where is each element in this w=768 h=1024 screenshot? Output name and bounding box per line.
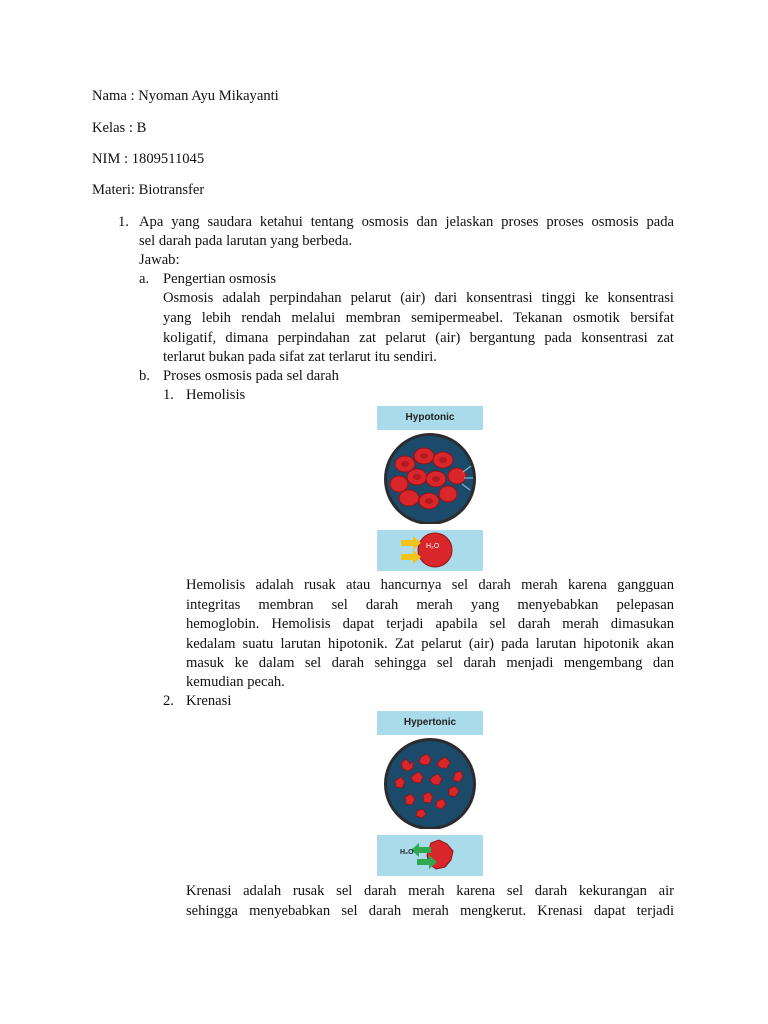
answer-label: Jawab: [139, 252, 180, 268]
item1-number: 1. [163, 387, 174, 403]
paragraph-line: hemoglobin. Hemolisis dapat terjadi apabila sel darah merah dimasukan [186, 616, 674, 632]
hypertonic-h2o-label: H₂O [400, 849, 414, 856]
paragraph-line: masuk ke dalam sel darah sehingga sel darah menjadi mengembang dan [186, 655, 674, 671]
item2-title: Krenasi [186, 693, 232, 709]
hypotonic-h2o-label: H₂O [426, 543, 440, 550]
hypotonic-figure [377, 406, 483, 571]
hypertonic-figure [377, 711, 483, 876]
section-b-title: Proses osmosis pada sel darah [163, 368, 339, 384]
section-a-marker: a. [139, 271, 150, 287]
item2-number: 2. [163, 693, 174, 709]
paragraph-line: koligatif, dimana perpindahan zat pelarut (air) bergantung pada konsentrasi zat [163, 330, 674, 346]
item1-title: Hemolisis [186, 387, 246, 403]
student-class: Kelas : B [92, 120, 147, 136]
paragraph-line: terlarut bukan pada sifat zat terlarut itu sendiri. [163, 349, 437, 365]
paragraph-line: sehingga menyebabkan sel darah merah mengkerut. Krenasi dapat terjadi [186, 903, 674, 919]
hypertonic-label: Hypertonic [377, 711, 483, 735]
section-b-marker: b. [139, 368, 150, 384]
paragraph-line: kemudian pecah. [186, 674, 285, 690]
hypertonic-cell-panel [377, 835, 483, 876]
paragraph-line: Hemolisis adalah rusak atau hancurnya sel darah merah karena gangguan [186, 577, 674, 593]
paragraph-line: Osmosis adalah perpindahan pelarut (air) dari konsentrasi tinggi ke konsentrasi [163, 290, 674, 306]
hypotonic-label: Hypotonic [377, 406, 483, 430]
question-line: Apa yang saudara ketahui tentang osmosis dan jelaskan proses proses osmosis pada [139, 214, 674, 230]
hypotonic-dish-panel [377, 406, 483, 524]
paragraph-line: yang lebih rendah melalui membran semipermeabel. Tekanan osmotik bersifat [163, 310, 674, 326]
shrinking-cell-illustration [377, 835, 483, 876]
paragraph-line: integritas membran sel darah merah yang menyebabkan pelepasan [186, 597, 674, 613]
question-line: sel darah pada larutan yang berbeda. [139, 233, 353, 249]
question-number: 1. [118, 214, 129, 230]
hypotonic-cell-panel [377, 530, 483, 571]
student-name: Nama : Nyoman Ayu Mikayanti [92, 88, 279, 104]
section-a-title: Pengertian osmosis [163, 271, 277, 287]
student-nim: NIM : 1809511045 [92, 151, 205, 167]
subject-material: Materi: Biotransfer [92, 182, 205, 198]
paragraph-line: Krenasi adalah rusak sel darah merah karena sel darah kekurangan air [186, 883, 674, 899]
hypertonic-dish-panel [377, 711, 483, 829]
paragraph-line: kedalam suatu larutan hipotonik. Zat pelarut (air) pada larutan hipotonik akan [186, 636, 674, 652]
swelling-cell-illustration [377, 530, 483, 571]
